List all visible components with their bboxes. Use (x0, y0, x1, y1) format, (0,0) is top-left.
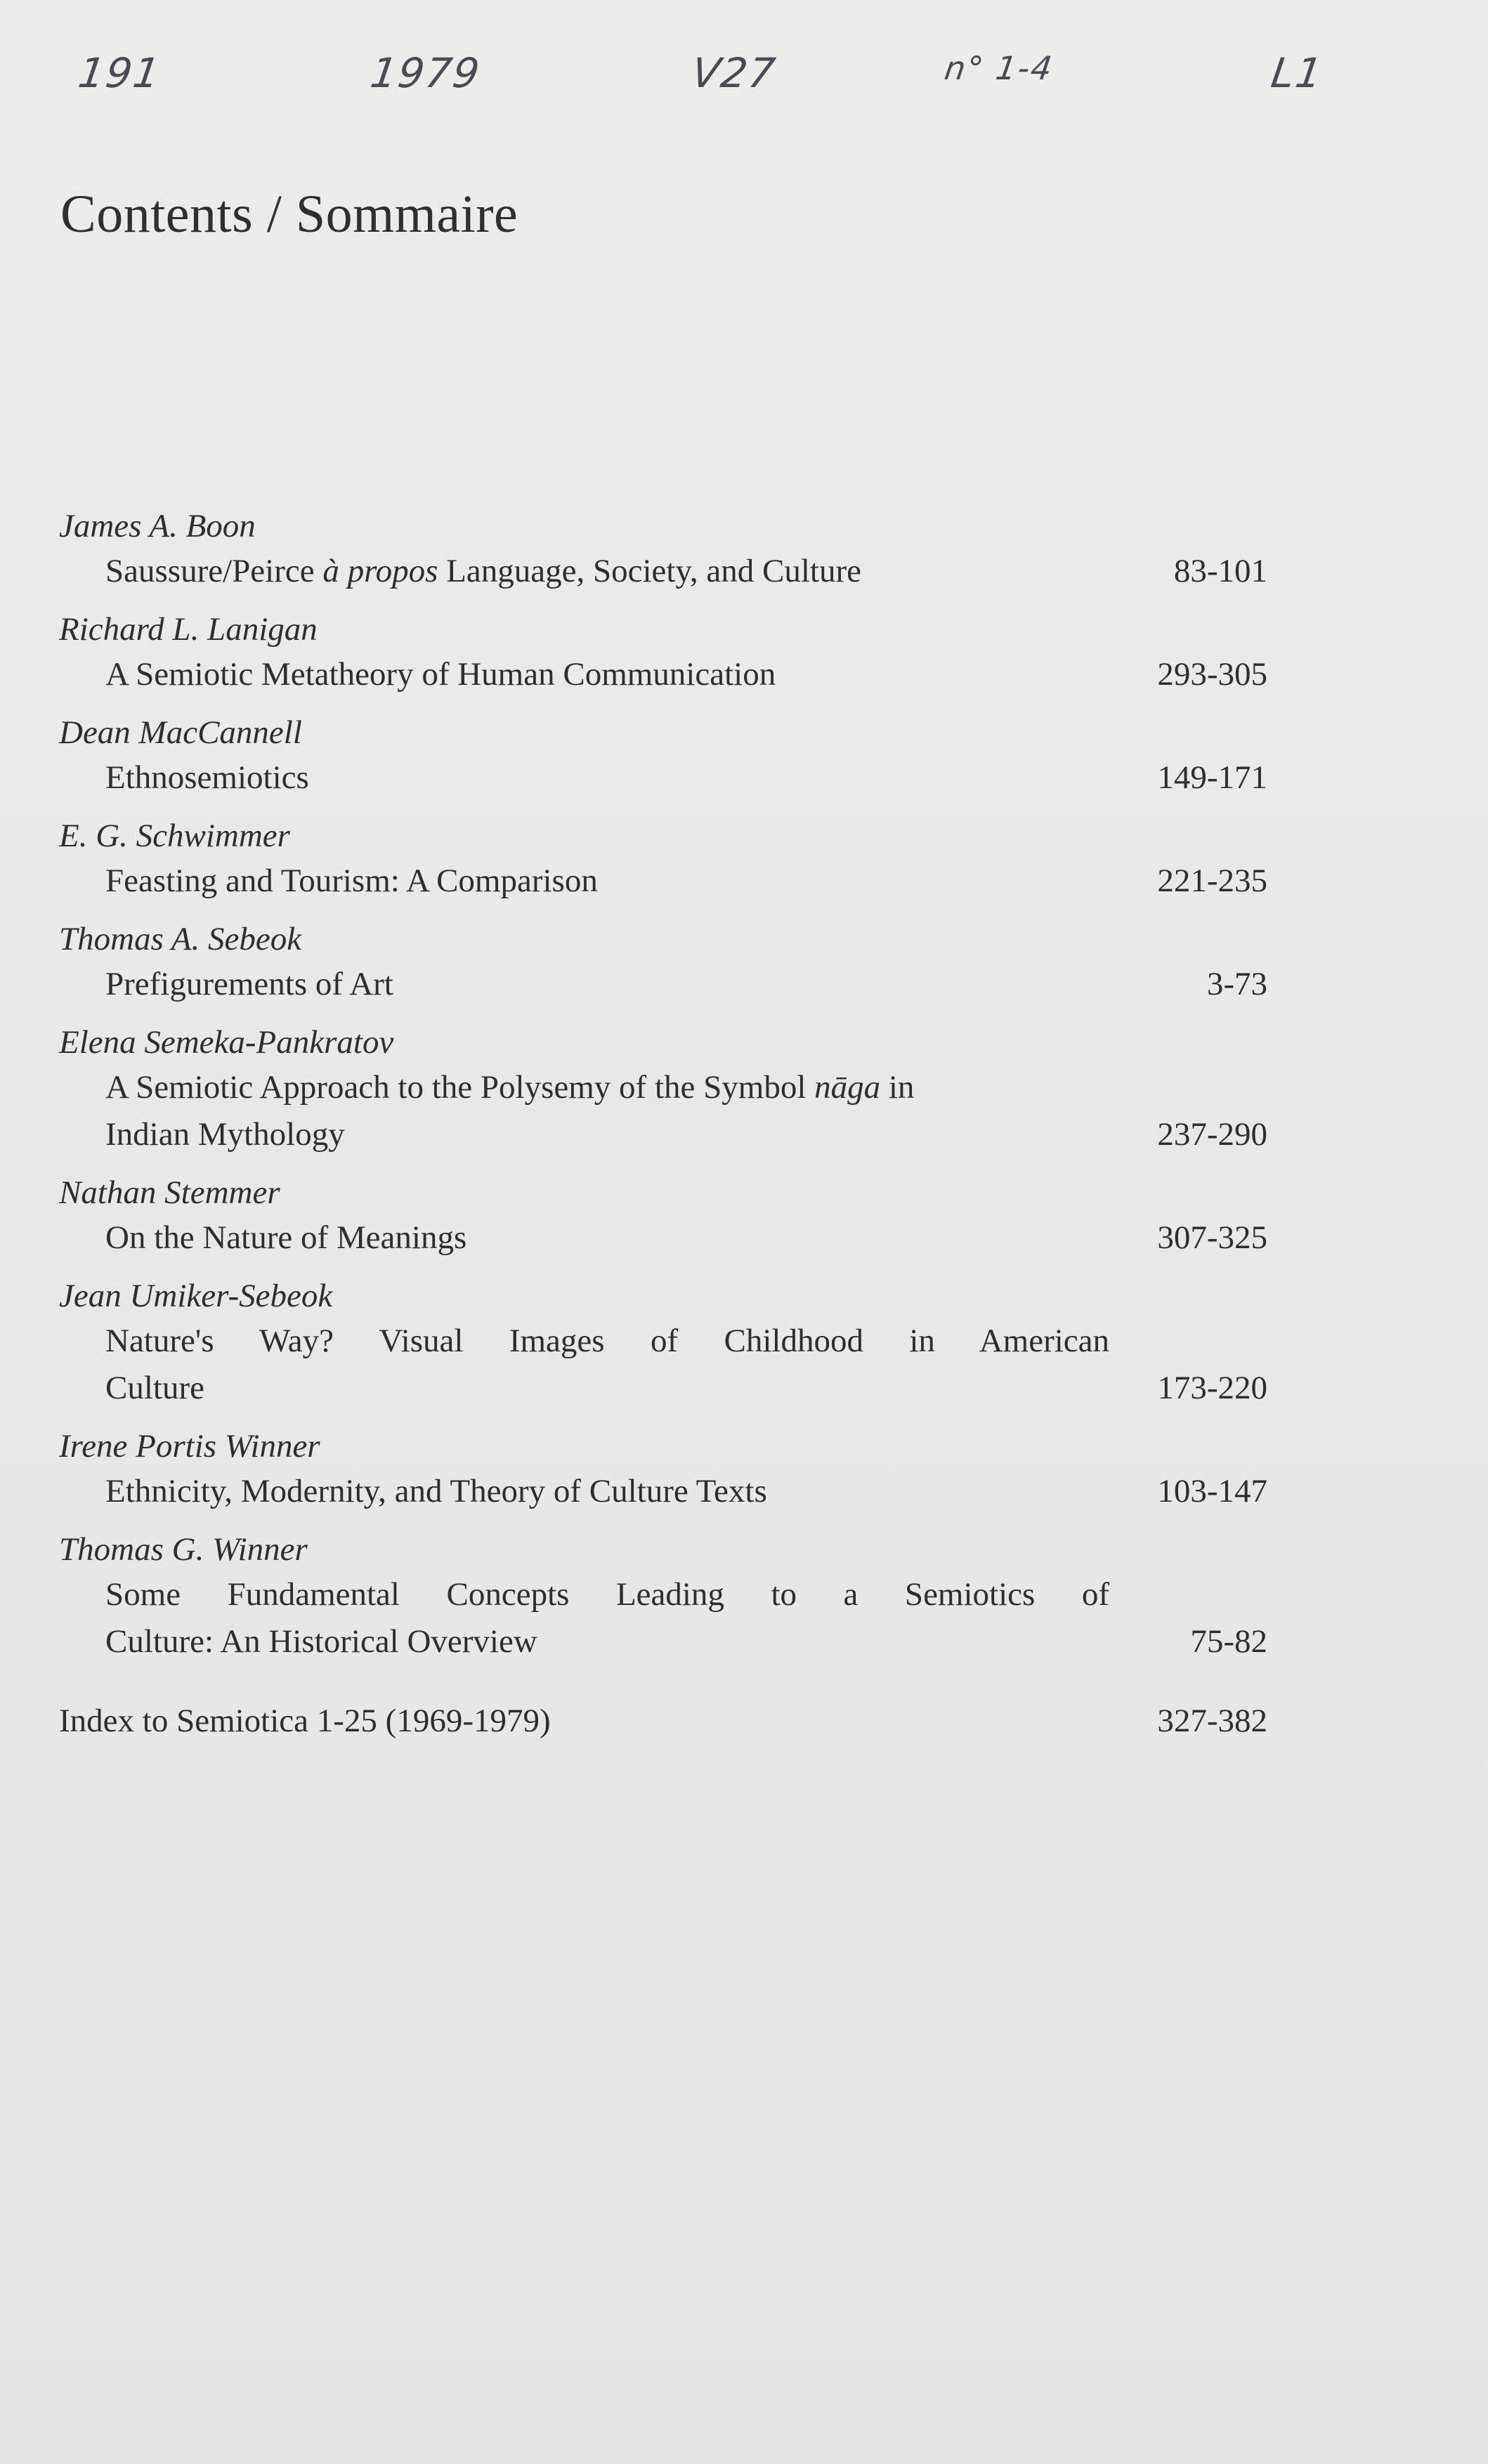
entry-pages: 237-290 (1157, 1116, 1267, 1153)
entry-title (59, 548, 1109, 595)
entry-author: Thomas G. Winner (59, 1531, 308, 1568)
entry-title-italic: à propos (322, 553, 438, 589)
entry-pages: 103-147 (1157, 1473, 1267, 1509)
entry-author: Nathan Stemmer (59, 1174, 280, 1211)
handwritten-mark: 191 (75, 49, 164, 97)
entry-pages: 83-101 (1173, 553, 1267, 589)
toc-entry (59, 711, 1267, 801)
entry-title: On the Nature of Meanings (105, 1219, 467, 1256)
entry-title-row (59, 1365, 1267, 1412)
entry-pages: 149-171 (1157, 759, 1267, 796)
entry-title-row (59, 548, 1267, 595)
entry-title-row (59, 858, 1267, 905)
toc-entry (59, 608, 1267, 698)
entry-author: E. G. Schwimmer (59, 818, 290, 854)
handwritten-annotations (0, 49, 1488, 119)
entry-pages: 3-73 (1206, 966, 1267, 1002)
entry-author: Jean Umiker-Sebeok (59, 1278, 333, 1314)
entry-author: James A. Boon (59, 508, 256, 544)
entry-title-row (59, 1214, 1267, 1262)
entry-title-row (59, 1318, 1267, 1365)
entry-pages: 75-82 (1190, 1623, 1267, 1660)
entry-author: Irene Portis Winner (59, 1428, 320, 1464)
entry-author: Elena Semeka-Pankratov (59, 1024, 394, 1061)
entry-title-part: in (880, 1069, 915, 1106)
toc-entry (59, 1424, 1267, 1515)
entry-title-part: Saussure/Peirce (105, 553, 323, 589)
entry-title-row (59, 961, 1267, 1008)
entry-pages: 293-305 (1157, 656, 1267, 693)
entry-author: Dean MacCannell (59, 714, 302, 751)
handwritten-mark: 1979 (367, 49, 484, 97)
toc-entry (59, 1171, 1267, 1262)
entry-author: Richard L. Lanigan (59, 611, 318, 648)
entry-title-row (59, 1571, 1267, 1618)
entry-title-row (59, 754, 1267, 801)
toc-entry (59, 1528, 1267, 1665)
index-pages: 327-382 (1157, 1703, 1267, 1739)
entry-title-line (59, 1064, 1109, 1111)
entry-title-row (59, 1064, 1267, 1111)
entry-title-row (59, 1468, 1267, 1515)
entry-author: Thomas A. Sebeok (59, 921, 302, 957)
entry-title-italic: nāga (814, 1069, 881, 1106)
entry-title-line: Indian Mythology (105, 1116, 345, 1153)
entry-title-row (59, 651, 1267, 698)
entry-pages: 221-235 (1157, 863, 1267, 899)
handwritten-mark: n° 1-4 (942, 49, 1056, 87)
toc-entry (59, 1274, 1267, 1412)
entry-pages: 307-325 (1157, 1219, 1267, 1256)
index-entry (59, 1698, 1267, 1745)
toc-entry (59, 1021, 1267, 1158)
handwritten-mark: L1 (1268, 49, 1326, 97)
entry-title-line: Nature's Way? Visual Images of Childhood in American (105, 1323, 1109, 1359)
toc-entry (59, 917, 1267, 1008)
entry-title: Feasting and Tourism: A Comparison (105, 863, 598, 899)
toc-entry (59, 814, 1267, 905)
table-of-contents (59, 504, 1267, 1745)
entry-title-row (59, 1618, 1267, 1665)
entry-title-row (59, 1111, 1267, 1158)
entry-title-line: Culture: An Historical Overview (105, 1623, 537, 1660)
entry-title: A Semiotic Metatheory of Human Communication (105, 656, 776, 693)
toc-entry (59, 504, 1267, 595)
entry-title-line: Culture (105, 1370, 204, 1406)
entry-title-line: Some Fundamental Concepts Leading to a Semiotics of (105, 1576, 1109, 1613)
entry-pages: 173-220 (1157, 1370, 1267, 1406)
entry-title-part: Language, Society, and Culture (438, 553, 861, 589)
entry-title: Ethnosemiotics (105, 759, 309, 796)
entry-title: Prefigurements of Art (105, 966, 393, 1002)
entry-title: Ethnicity, Modernity, and Theory of Culture Texts (105, 1473, 767, 1509)
index-title: Index to Semiotica 1-25 (1969-1979) (59, 1703, 551, 1739)
page-title: Contents / Sommaire (60, 185, 518, 244)
handwritten-mark: V27 (688, 49, 780, 97)
entry-title-part: A Semiotic Approach to the Polysemy of the Symbol (105, 1069, 815, 1106)
